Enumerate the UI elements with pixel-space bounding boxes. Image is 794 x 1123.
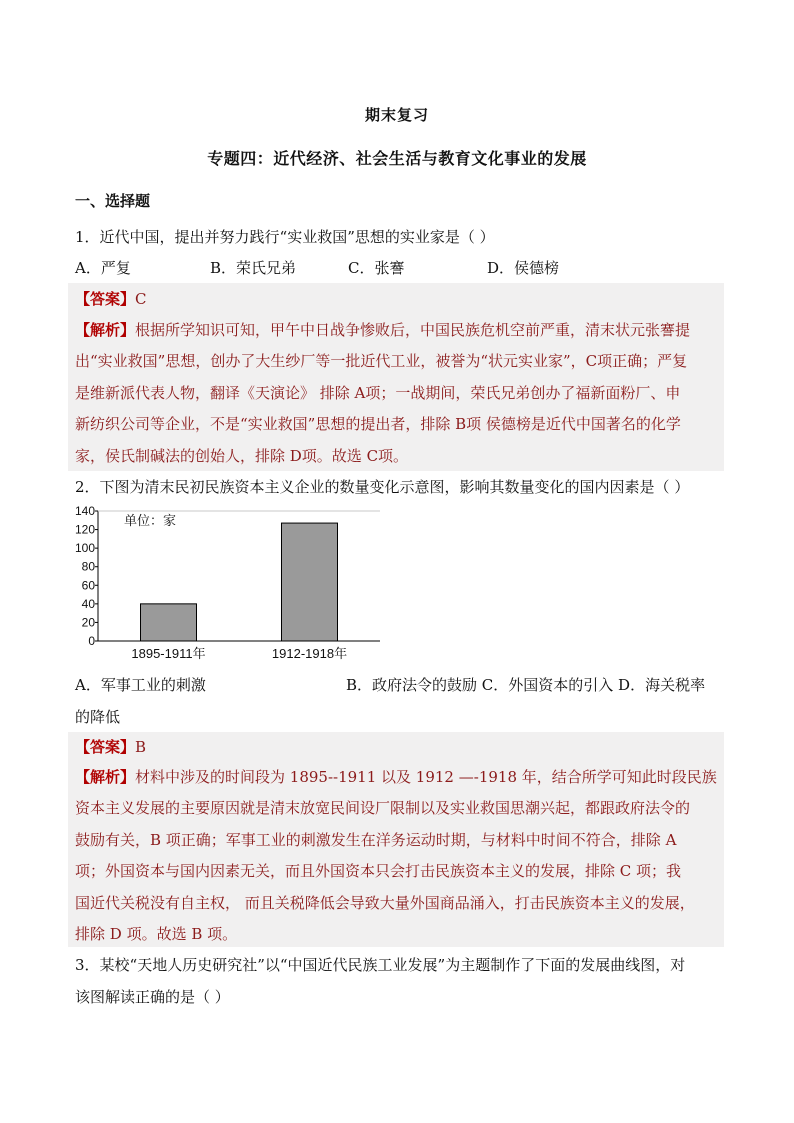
analysis-line: 排除 D 项。故选 B 项。 [75,924,238,943]
analysis-line: 项；外国资本与国内因素无关，而且外国资本只会打击民族资本主义的发展，排除 C 项；我 [75,862,682,881]
analysis-line: 新纺织公司等企业，不是“实业救国”思想的提出者，排除 B项 侯德榜是近代中国著名的化学 [75,415,681,434]
chart-y-tick-label: 40 [81,596,95,611]
q1-answer [75,289,147,309]
analysis-line: 家，侯氏制碱法的创始人，排除 D项。故选 C项。 [75,446,409,465]
q1-option-c: C．张謇 [348,259,405,277]
q1-option-a: A．严复 [75,259,131,277]
chart-unit-label: 单位：家 [124,513,177,528]
analysis-tag: 【解析】 [75,321,136,339]
chart-y-tick-label: 120 [74,522,95,537]
q3-stem-line: 该图解读正确的是（ ） [75,988,230,1006]
q2-option-bcd: B．政府法令的鼓励 C．外国资本的引入 D．海关税率 [346,676,706,694]
chart-y-tick-label: 60 [81,578,95,593]
analysis-line: 是维新派代表人物，翻译《天演论》 排除 A项；一战期间，荣氏兄弟创办了福新面粉厂、申 [75,383,681,402]
q3-stem-line: 3．某校“天地人历史研究社”以“中国近代民族工业发展”为主题制作了下面的发展曲线图，对 [75,956,686,974]
chart-bar [282,523,338,641]
answer-value: C [135,290,147,308]
analysis-tag: 【解析】 [75,768,136,786]
page-title: 期末复习 [364,106,429,124]
analysis-line: 材料中涉及的时间段为 1895--1911 以及 1912 —-1918 年，结合所学可知此时段民族 [135,768,717,786]
q2-option-a: A．军事工业的刺激 [75,676,206,694]
enterprise-count-bar-chart [74,503,384,665]
answer-tag: 【答案】 [75,738,136,756]
analysis-line: 鼓励有关，B 项正确；军事工业的刺激发生在洋务运动时期，与材料中时间不符合，排除 A [75,830,677,849]
q1-analysis [75,315,721,472]
chart-y-tick-label: 80 [81,559,95,574]
chart-x-tick-label: 1912-1918年 [271,646,348,661]
chart-y-tick-label: 20 [81,615,95,630]
analysis-line: 根据所学知识可知，甲午中日战争惨败后，中国民族危机空前严重，清末状元张謇提 [135,321,691,339]
page-subtitle: 专题四：近代经济、社会生活与教育文化事业的发展 [207,149,587,168]
analysis-line: 资本主义发展的主要原因就是清末放宽民间设厂限制以及实业救国思潮兴起，都跟政府法令的 [75,799,691,818]
chart-y-tick-label: 100 [74,541,95,556]
analysis-line: 出“实业救国”思想，创办了大生纱厂等一批近代工业，被誉为“状元实业家”，C项正确；严复 [75,352,688,371]
q1-option-b: B．荣氏兄弟 [210,259,297,277]
q2-stem: 2．下图为清末民初民族资本主义企业的数量变化示意图，影响其数量变化的国内因素是（ ） [75,478,690,496]
chart-y-tick-label: 0 [88,634,95,648]
chart-bar [141,604,197,641]
chart-y-tick-label: 140 [74,504,95,518]
q2-answer [75,737,146,757]
q2-analysis [75,762,721,950]
q2-option-wrap: 的降低 [75,708,121,726]
q1-option-d: D．侯德榜 [487,259,560,277]
analysis-line: 国近代关税没有自主权， 而且关税降低会导致大量外国商品涌入，打击民族资本主义的发展， [75,893,695,912]
section-heading: 一、选择题 [75,192,151,210]
q1-stem: 1．近代中国，提出并努力践行“实业救国”思想的实业家是（ ） [75,228,495,246]
chart-x-tick-label: 1895-1911年 [131,646,206,661]
answer-tag: 【答案】 [75,290,136,308]
answer-value: B [135,738,147,756]
